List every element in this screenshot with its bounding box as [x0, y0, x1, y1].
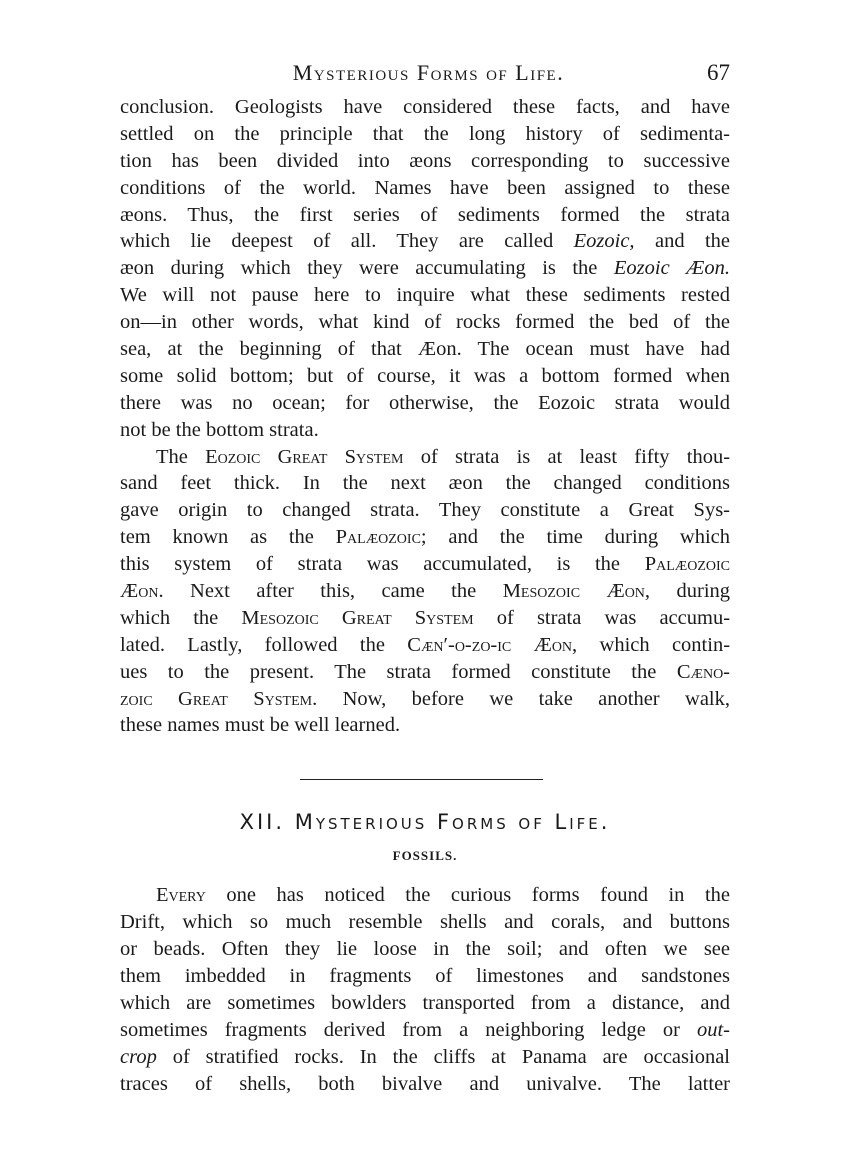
text-line: zoic Great System. Now, before we take another walk,: [120, 687, 730, 710]
chapter-heading: [120, 810, 730, 834]
text-line: conditions of the world. Names have been assigned to these: [120, 176, 730, 199]
text-line: which the Mesozoic Great System of strata was accumu-: [120, 606, 731, 629]
text-line: æons. Thus, the first series of sediments formed the strata: [120, 203, 730, 226]
text-line: Every one has noticed the curious forms found in the: [156, 884, 731, 907]
running-head: [120, 60, 730, 94]
paragraph-2: [120, 444, 730, 740]
book-page: [120, 60, 730, 1098]
text-line: Drift, which so much resemble shells and corals, and buttons: [120, 911, 730, 934]
text-line: sand feet thick. In the next æon the changed conditions: [120, 472, 730, 495]
text-line: or beads. Often they lie loose in the soil; and often we see: [120, 938, 730, 961]
text-line: which are sometimes bowlders transported from a distance, and: [120, 991, 730, 1014]
chapter-number: XII.: [239, 810, 286, 835]
text-line: crop of stratified rocks. In the cliffs at Panama are occasional: [120, 1045, 730, 1068]
italic-term: Eozoic Æon.: [613, 257, 730, 280]
text-line: gave origin to changed strata. They constitute a Great Sys-: [120, 499, 730, 522]
text-line: tion has been divided into æons corresponding to successive: [120, 149, 730, 172]
text-line: on—in other words, what kind of rocks formed the bed of the: [120, 311, 730, 334]
text-line: conclusion. Geologists have considered these facts, and have: [120, 96, 730, 118]
section-divider: [300, 779, 543, 780]
text-line: The Eozoic Great System of strata is at least fifty thou-: [156, 445, 731, 468]
text-line: sometimes fragments derived from a neighboring ledge or out-: [120, 1018, 730, 1041]
text-line: lated. Lastly, followed the Cæn′-o-zo-ic Æon, which contin-: [120, 633, 731, 656]
text-line: there was no ocean; for otherwise, the Eozoic strata would: [120, 391, 730, 414]
running-head-title: Mysterious Forms of Life.: [292, 60, 565, 85]
text-line: Æon. Next after this, came the Mesozoic Æon, during: [120, 580, 731, 603]
text-line: some solid bottom; but of course, it was a bottom formed when: [120, 364, 730, 387]
text-line: We will not pause here to inquire what these sediments rested: [120, 284, 730, 307]
page-number: 67: [707, 60, 730, 85]
chapter-title: Mysterious Forms of Life.: [294, 810, 611, 835]
text-line: settled on the principle that the long history of sedimenta-: [120, 122, 730, 145]
text-line: sea, at the beginning of that Æon. The ocean must have had: [120, 338, 730, 361]
italic-term: Eozoic,: [573, 230, 635, 253]
text-line: ues to the present. The strata formed constitute the Cæno-: [120, 660, 731, 683]
text-line: tem known as the Palæozoic; and the time during which: [120, 526, 730, 549]
chapter-subtitle: FOSSILS.: [392, 848, 458, 864]
paragraph-3: [120, 882, 730, 1097]
text-line: which lie deepest of all. They are called Eozoic, and the: [120, 230, 731, 253]
text-line: traces of shells, both bivalve and univalve. The latter: [120, 1072, 730, 1095]
paragraph-1: [120, 94, 730, 444]
text-line: this system of strata was accumulated, is the Palæozoic: [120, 553, 730, 576]
text-line: not be the bottom strata.: [120, 418, 319, 441]
text-line: these names must be well learned.: [120, 714, 401, 737]
text-line: æon during which they were accumulating is the Eozoic Æon.: [120, 257, 730, 280]
text-line: them imbedded in fragments of limestones and sandstones: [120, 965, 730, 988]
